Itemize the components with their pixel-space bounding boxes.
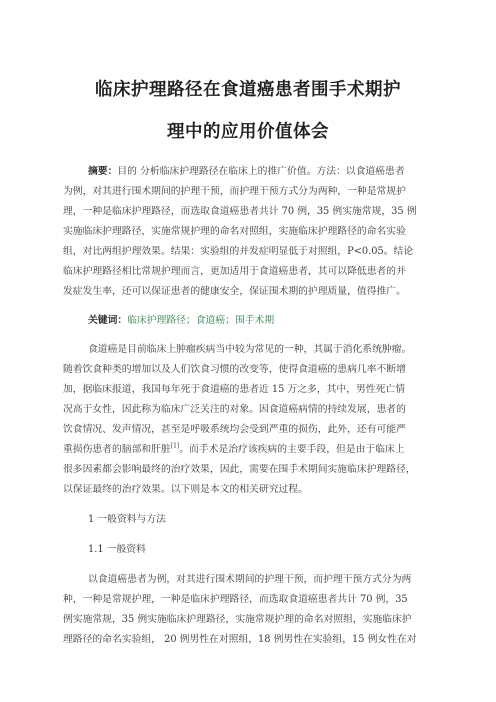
abstract-line-3: 理，一种是临床护理路径，而选取食道癌患者共计 70 例，35 例实施常规，35 例 (63, 206, 417, 217)
abstract-line-7: 发症发生率，还可以保证患者的健康安全，保证围术期的护理质量，值得推广。 (63, 286, 406, 297)
abstract-line-2: 为例，对其进行围术期间的护理干预，而护理干预方式分为两种，一种是常规护 (63, 186, 406, 197)
section-1-1-heading: 1.1 一般资料 (88, 544, 146, 555)
abstract-line-5: 组，对比两组护理效果。结果：实验组的并发症明显低于对照组，P<0.05。结论 (63, 246, 414, 257)
intro-line-3: 加，据临床报道，我国每年死于食道癌的患者近 15 万之多，其中，男性死亡情 (63, 384, 405, 395)
intro-line-4: 况高于女性，因此称为临床广泛关注的对象。因食道癌病情的持续发展，患者的 (63, 404, 406, 415)
intro-line-7: 很多因素都会影响最终的治疗效果，因此，需要在围手术期间实施临床护理路径， (63, 464, 416, 475)
section-1-heading: 1 一般资料与方法 (88, 514, 166, 525)
intro-line-6-part-b: 。而手术是治疗该疾病的主要手段，但是由于临床上 (179, 444, 405, 455)
section-1-1-line-2: 种，一种是常规护理，一种是临床护理路径，而选取食道癌患者共计 70 例，35 (63, 594, 408, 605)
section-1-1-line-3: 例实施常规，35 例实施临床护理路径，实施常规护理的命名对照组，实施临床护 (63, 614, 412, 625)
intro-line-6-part-a: 重损伤患者的脑部和肝脏 (63, 444, 171, 455)
abstract-label: 摘要： (88, 166, 118, 177)
section-1-1-line-4: 理路径的命名实验组， 20 例男性在对照组，18 例男性在实验组，15 例女性在对 (63, 634, 417, 645)
section-1-1-line-1: 以食道癌患者为例，对其进行围术期间的护理干预，而护理干预方式分为两 (88, 574, 412, 585)
keywords-line (88, 312, 443, 326)
keywords-value: 临床护理路径；食道癌；围手术期 (127, 315, 275, 326)
intro-line-1: 食道癌是目前临床上肿瘤疾病当中较为常见的一种，其属于消化系统肿瘤。 (88, 344, 412, 355)
keywords-label: 关键词： (88, 315, 128, 326)
intro-line-5: 饮食情况、发声情况，甚至是呼吸系统均会受到严重的损伤，此外，还有可能严 (63, 424, 406, 435)
abstract-text-1: 目的 分析临床护理路径在临床上的推广价值。方法：以食道癌患者 (117, 166, 405, 177)
citation-reference: [1] (170, 442, 180, 450)
document-title-line-1: 临床护理路径在食道癌患者围手术期护 (95, 80, 401, 100)
intro-line-8: 以保证最终的治疗效果。以下则是本文的相关研究过程。 (63, 484, 308, 495)
intro-line-6 (63, 441, 443, 455)
intro-line-2: 随着饮食种类的增加以及人们饮食习惯的改变等，使得食道癌的患病几率不断增 (63, 364, 406, 375)
abstract-line-4: 实施临床护理路径，实施常规护理的命名对照组，实施临床护理路径的命名实验 (63, 226, 406, 237)
abstract-line-1 (88, 163, 443, 177)
document-title-line-2: 理中的应用价值体会 (167, 122, 329, 142)
abstract-line-6: 临床护理路径相比常规护理而言，更加适用于食道癌患者，其可以降低患者的并 (63, 266, 406, 277)
